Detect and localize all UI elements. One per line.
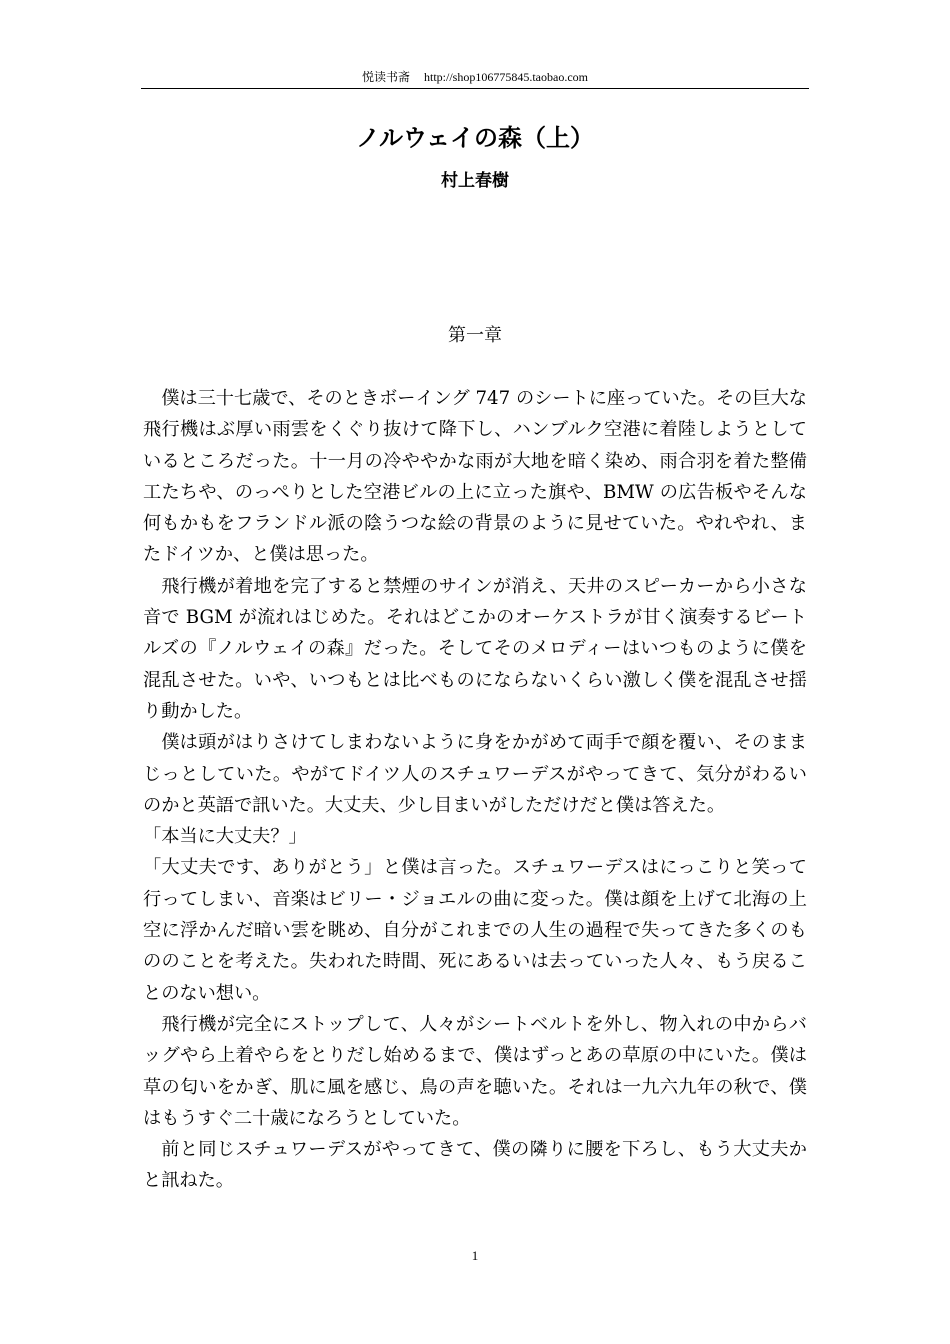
paragraph: 僕は三十七歳で、そのときボーイング 747 のシートに座っていた。その巨大な飛行機はぶ厚い雨雲をくぐり抜けて降下し、ハンブルク空港に着陸しようとしているところだった。十一月の冷ややかな雨が大地を暗く染め、雨合羽を着た整備工たちや、のっぺりとした空港ビルの上に立った旗や、BMW の広告板やそんな何もかもをフランドル派の陰うつな絵の背景のように見せていた。やれやれ、またドイツか、と僕は思った。 — [143, 388, 807, 566]
dialogue-paragraph: 「大丈夫です、ありがとう」と僕は言った。スチュワーデスはにっこりと笑って行ってしまい、音楽はビリー・ジョエルの曲に変った。僕は顔を上げて北海の上空に浮かんだ暗い雲を眺め、自分がこれまでの人生の過程で失ってきた多くのもののことを考えた。失われた時間、死にあるいは去っていった人々、もう戻ることのない想い。 — [143, 857, 807, 1004]
book-title: ノルウェイの森（上） — [355, 124, 595, 152]
page-header — [141, 66, 809, 89]
paragraph: 飛行機が完全にストップして、人々がシートベルトを外し、物入れの中からバッグやら上着やらをとりだし始めるまで、僕はずっとあの草原の中にいた。僕は草の匂いをかぎ、肌に風を感じ、鳥の声を聴いた。それは一九六九年の秋で、僕はもうすぐ二十歳になろうとしていた。 — [143, 1013, 807, 1129]
chapter-heading: 第一章 — [448, 325, 502, 346]
paragraph: 飛行機が着地を完了すると禁煙のサインが消え、天井のスピーカーから小さな音で BGM が流れはじめた。それはどこかのオーケストラが甘く演奏するビートルズの『ノルウェイの森』だった。そしてそのメロディーはいつものように僕を混乱させた。いや、いつもとは比べものにならないくらい激しく僕を混乱させ揺り動かした。 — [143, 575, 807, 722]
page-number: 1 — [471, 1248, 479, 1263]
body-text — [143, 383, 807, 1197]
paragraph: 僕は頭がはりさけてしまわないように身をかがめて両手で顔を覆い、そのままじっとしていた。やがてドイツ人のスチュワーデスがやってきて、気分がわるいのかと英語で訊いた。大丈夫、少し目まいがしただけだと僕は答えた。 — [143, 732, 807, 816]
shop-url: http://shop106775845.taobao.com — [424, 70, 588, 84]
book-author: 村上春樹 — [441, 171, 509, 191]
shop-name: 悦读书斋 — [361, 70, 410, 84]
paragraph: 前と同じスチュワーデスがやってきて、僕の隣りに腰を下ろし、もう大丈夫かと訊ねた。 — [143, 1139, 807, 1192]
dialogue-paragraph: 「本当に大丈夫？」 — [143, 826, 307, 848]
